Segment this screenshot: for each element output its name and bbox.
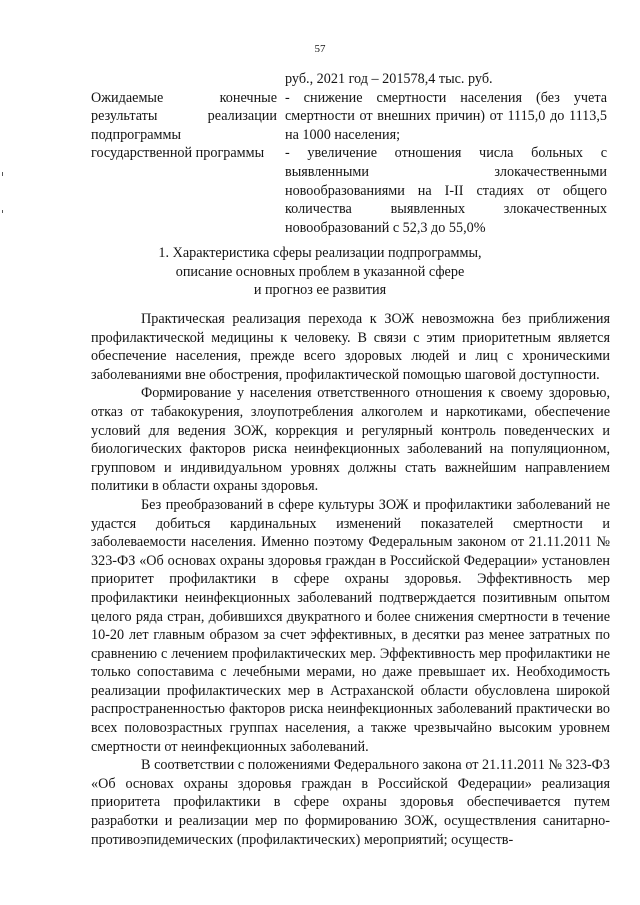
table-row-value — [285, 89, 607, 238]
paragraph: Без преобразований в сфере культуры ЗОЖ и профилактики заболеваний не удастся добиться кардинальных изменений показателей смертности и заболеваемости населения. Именно поэтому Федеральным законом от 21.11.2011 № 323-ФЗ «Об основах охраны здоровья граждан в Российской Федерации» установлен приоритет профилактики в сфере охраны здоровья. Эффективность мер профилактики неинфекционных заболеваний подтверждается позитивным опытом целого ряда стран, добившихся двукратного и более снижения смертности в течение 10-20 лет главным образом за счет эффективных, в десятки раз менее затратных по сравнению с лечением профилактических мер. Эффективность мер профилактики не только сопоставима с лечебными мерами, но даже превышает их. Необходимость реализации профилактических мер в Астраханской области обусловлена широкой распространенностью факторов риска неинфекционных заболеваний практически во всех половозрастных группах населения, а также чрезвычайно высоким уровнем смертности от неинфекционных заболеваний. — [91, 496, 610, 755]
section-heading-line: описание основных проблем в указанной сфере — [175, 263, 465, 280]
paragraph: В соответствии с положениями Федерального закона от 21.11.2011 № 323-ФЗ «Об основах охраны здоровья граждан в Российской Федерации» реализация приоритета профилактики в сфере охраны здоровья обеспечивается путем разработки и реализации мер по формированию ЗОЖ, осуществления санитарно-противоэпидемических (профилактических) мероприятий; осуществ- — [91, 757, 610, 848]
section-body — [91, 310, 610, 849]
expected-result-item: - увеличение отношения числа больных с выявленными злокачественными новообразованиями на I-II стадиях от общего количества выявленных злокачественных новообразований с 52,3 до 55,0% — [285, 145, 607, 236]
scan-edge-mark — [2, 210, 3, 213]
paragraph: Формирование у населения ответственного отношения к своему здоровью, отказ от табакокурения, злоупотребления алкоголем и наркотиками, обеспечение условий для ведения ЗОЖ, коррекция и регулярный контроль поведенческих и биологических факторов риска неинфекционных заболеваний на популяционном, групповом и индивидуальном уровнях должны стать важнейшим направлением политики в области охраны здоровья. — [91, 385, 610, 495]
page-number: 57 — [314, 43, 326, 55]
program-passport-table — [91, 70, 611, 237]
table-row-label: Ожидаемые конечные результаты реализации подпрограммы государственной программы — [91, 89, 277, 162]
expected-result-item: - снижение смертности населения (без учета смертности от внешних причин) от 1115,0 до 1113,5 на 1000 населения; — [285, 89, 607, 143]
section-heading-line: 1. Характеристика сферы реализации подпрограммы, — [158, 245, 482, 261]
table-continuation-text: руб., 2021 год – 201578,4 тыс. руб. — [285, 71, 493, 87]
section-heading — [0, 244, 640, 300]
paragraph: Практическая реализация перехода к ЗОЖ невозможна без приближения профилактической медицины к человеку. В связи с этим приоритетным является обеспечение населения, прежде всего здоровых людей и лиц с хроническими заболеваниями вне обострения, профилактической помощью шаговой доступности. — [91, 311, 610, 383]
scan-edge-mark — [2, 172, 3, 176]
table-row-expected-results — [91, 89, 611, 238]
section-heading-line: и прогноз ее развития — [253, 282, 387, 299]
